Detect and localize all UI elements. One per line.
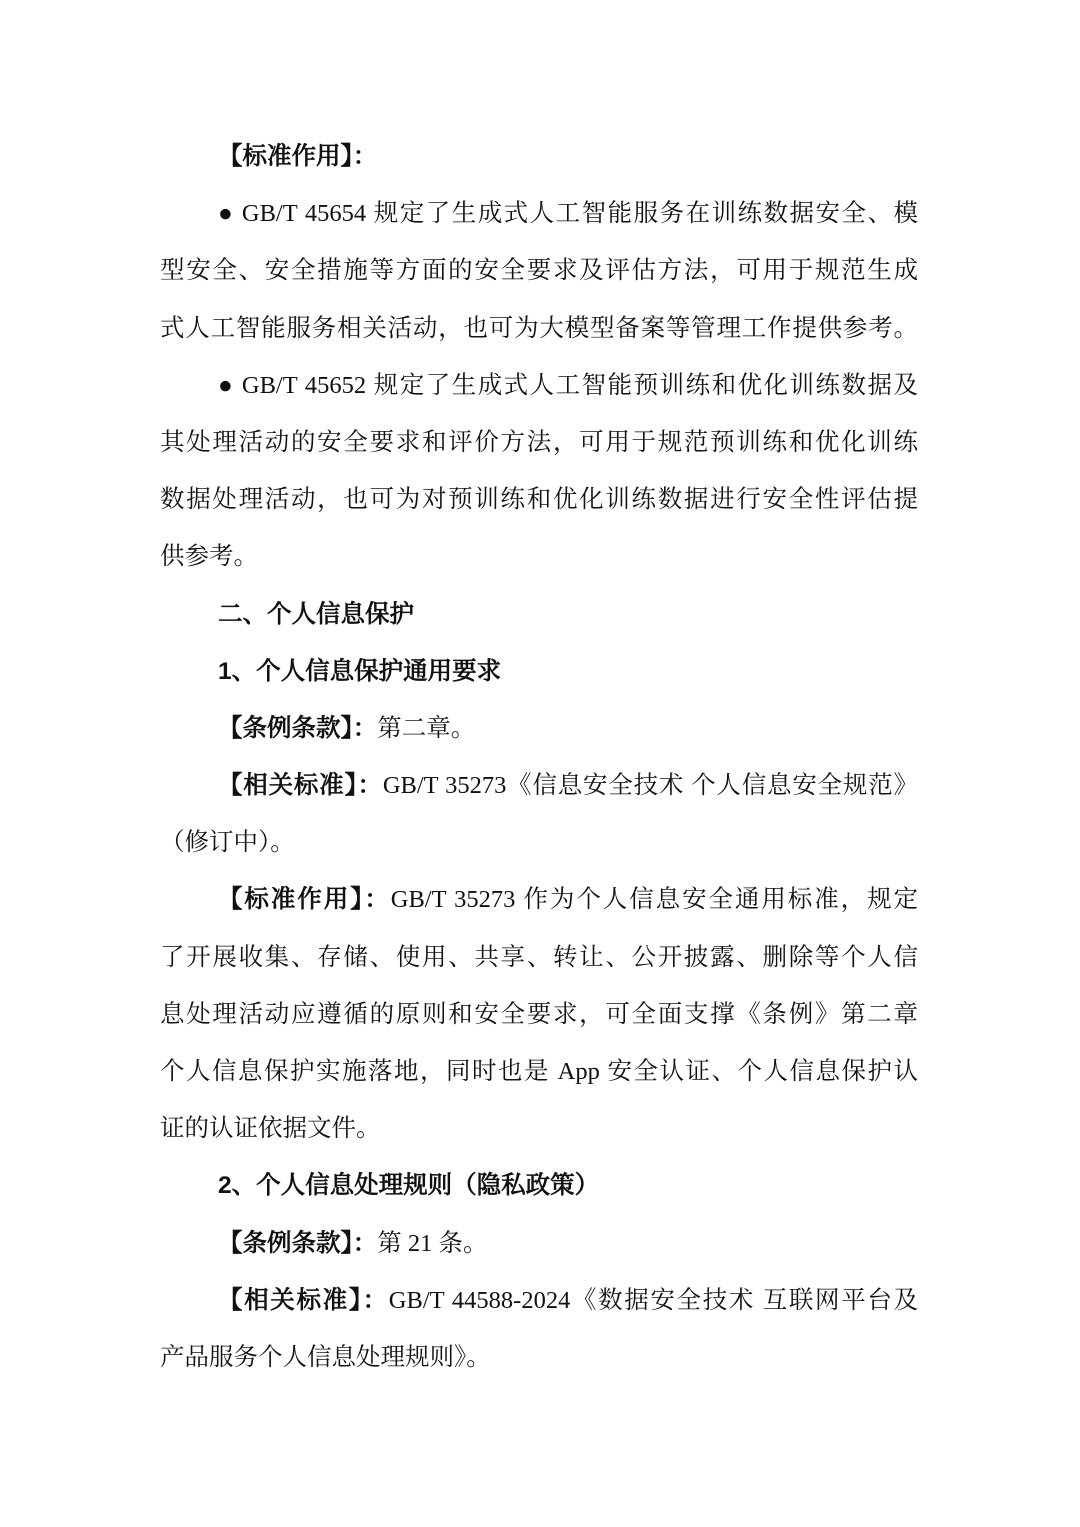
- body-text: 式人工智能服务相关活动，也可为大模型备案等管理工作提供参考。: [160, 314, 918, 342]
- body-text: 数据处理活动，也可为对预训练和优化训练数据进行安全性评估提: [160, 486, 918, 514]
- body-text: ● GB/T 45652 规定了生成式人工智能预训练和优化训练数据及: [218, 371, 918, 399]
- text-line: [160, 242, 918, 299]
- body-text: GB/T 44588-2024《数据安全技术 互联网平台及: [388, 1286, 918, 1314]
- text-line: [160, 1100, 918, 1157]
- text-line: [160, 1272, 918, 1329]
- body-text: （修订中）。: [160, 829, 295, 857]
- body-text: 了开展收集、存储、使用、共享、转让、公开披露、删除等个人信: [160, 943, 918, 971]
- section-label: 1、个人信息保护通用要求: [218, 657, 502, 685]
- body-text: 其处理活动的安全要求和评价方法，可用于规范预训练和优化训练: [160, 428, 918, 456]
- text-line: [160, 1215, 918, 1272]
- text-line: [160, 300, 918, 357]
- body-text: 第二章。: [377, 714, 476, 742]
- body-text: 型安全、安全措施等方面的安全要求及评估方法，可用于规范生成: [160, 257, 918, 285]
- text-line: [160, 185, 918, 242]
- section-label: 【标准作用】：: [218, 143, 378, 170]
- text-line: [160, 586, 918, 643]
- body-text: GB/T 35273 作为个人信息安全通用标准，规定: [390, 886, 918, 914]
- body-text: 供参考。: [160, 543, 258, 571]
- body-text: 证的认证依据文件。: [160, 1115, 381, 1143]
- text-line: [160, 528, 918, 585]
- text-line: [160, 128, 918, 185]
- text-line: [160, 757, 918, 814]
- section-label: 【相关标准】：: [218, 1286, 389, 1314]
- text-line: [160, 1043, 918, 1100]
- text-line: [160, 414, 918, 471]
- text-line: [160, 700, 918, 757]
- text-line: [160, 471, 918, 528]
- text-line: [160, 357, 918, 414]
- body-text: 产品服务个人信息处理规则》。: [160, 1343, 491, 1371]
- body-text: ● GB/T 45654 规定了生成式人工智能服务在训练数据安全、模: [218, 200, 918, 228]
- text-line: [160, 643, 918, 700]
- body-text: GB/T 35273《信息安全技术 个人信息安全规范》: [382, 772, 919, 800]
- section-label: 2、个人信息处理规则（隐私政策）: [218, 1172, 600, 1200]
- section-label: 【条例条款】：: [218, 714, 378, 742]
- text-line: [160, 986, 918, 1043]
- section-label: 【相关标准】：: [218, 772, 383, 800]
- section-label: 二、个人信息保护: [218, 600, 414, 628]
- body-text: 个人信息保护实施落地，同时也是 App 安全认证、个人信息保护认: [160, 1058, 918, 1085]
- section-label: 【标准作用】：: [218, 886, 391, 914]
- section-label: 【条例条款】：: [218, 1229, 378, 1257]
- text-line: [160, 929, 918, 986]
- body-text: 息处理活动应遵循的原则和安全要求，可全面支撑《条例》第二章: [160, 1000, 918, 1028]
- text-line: [160, 1157, 918, 1214]
- text-line: [160, 1329, 918, 1386]
- text-line: [160, 814, 918, 871]
- body-text: 第 21 条。: [377, 1229, 488, 1257]
- document-content: [160, 128, 918, 1386]
- text-line: [160, 871, 918, 928]
